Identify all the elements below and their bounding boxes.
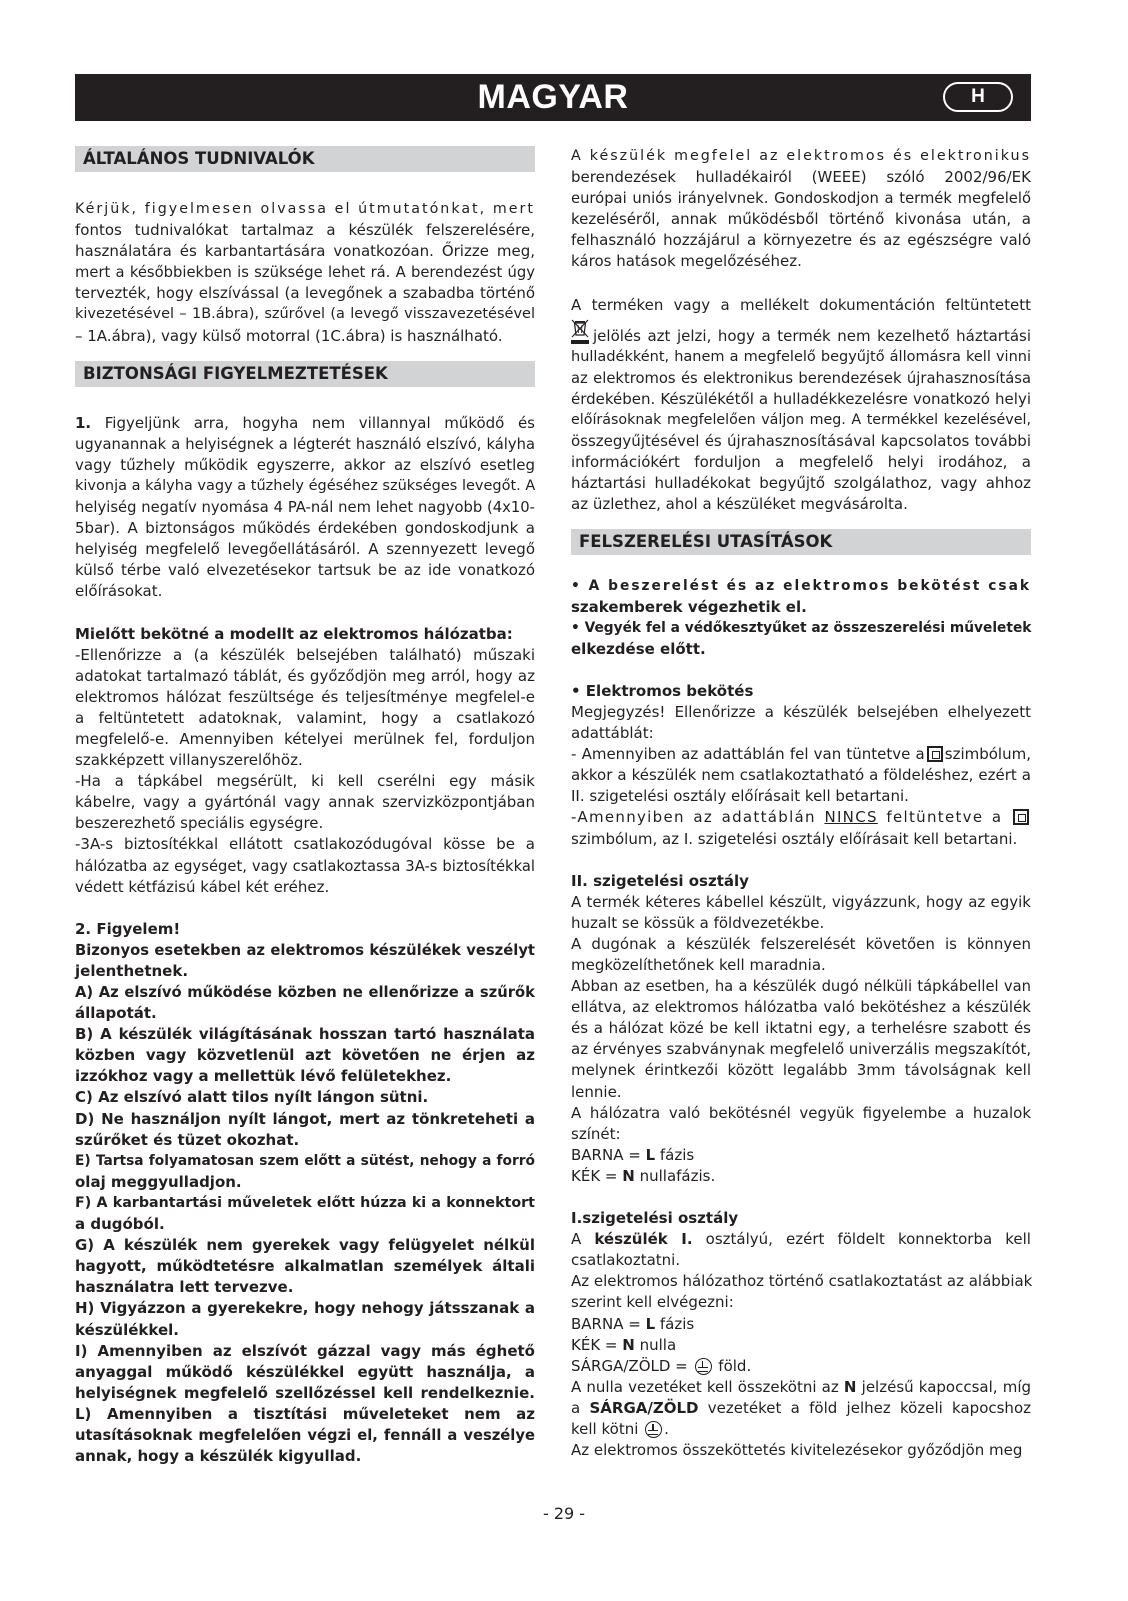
symbol-paragraph	[571, 295, 1031, 516]
text-line: lennie.	[571, 1082, 622, 1101]
text-line: a	[571, 1398, 581, 1417]
text-line: európai uniós irányelvnek. Gondoskodjon a termék megfelelő	[571, 190, 1031, 208]
electrical-connection-title: • Elektromos bekötés	[571, 681, 754, 700]
text-line: akkor a készülék nem csatlakoztatható a földeléshez, ezért a	[571, 766, 1031, 785]
class-2-title: II. szigetelési osztály	[571, 871, 749, 890]
before-connecting-title: Mielőtt bekötné a modellt az elektromos hálózatba:	[75, 624, 513, 643]
installation-bullets	[571, 576, 1031, 660]
text-line: állapotát.	[75, 1004, 157, 1023]
text-line: helyiség negatív nyomása 4 PA-nál nem lehet nagyobb (4x10-	[75, 499, 535, 517]
text-line: anyaggal működő készülékkel együtt használja, a	[75, 1362, 535, 1381]
text-line: kell kötni	[571, 1419, 639, 1438]
text-line: A terméken vagy a mellékelt dokumentáción feltüntetett	[571, 295, 1031, 314]
text-line: fázis	[655, 1145, 695, 1164]
text-line: • A beszerelést és az elektromos bekötést csak	[571, 577, 1031, 594]
electrical-connection-section	[571, 681, 1031, 850]
text-line: BARNA =	[571, 1145, 646, 1164]
text-line: hálózatba az egységet, vagy csatlakoztassa 3A-s biztosítékkal	[75, 857, 535, 875]
general-info-paragraph	[75, 199, 535, 347]
text-line: helyiség megfelelő levegőellátásáról. A szennyezett levegő	[75, 540, 535, 559]
text-line: huzalt se kössük a földvezetékbe.	[571, 913, 825, 932]
text-line: védett kétfázisú kábel két eréhez.	[75, 877, 330, 896]
text-line: föld.	[713, 1356, 752, 1375]
text-line: szakképzett villanyszerelőhöz.	[75, 751, 303, 770]
text-line: G) A készülék nem gyerekek vagy felügyelet nélkül	[75, 1236, 535, 1255]
text-line: berendezések hulladékairól (WEEE) szóló 2002/96/EK	[571, 168, 1031, 187]
text-line: vagy tűzhely működik egyszerre, akkor az elszívó esetleg	[75, 455, 535, 474]
text-line: – 1A.ábra), vagy külső motorral (1C.ábra) is használható.	[75, 326, 503, 345]
text-line: SÁRGA/ZÖLD =	[571, 1356, 693, 1375]
text-line: -Ellenőrizze a (a készülék belsejében található) műszaki	[75, 645, 535, 664]
text-line: A dugónak a készülék felszerelését követően is könnyen	[571, 934, 1031, 953]
text-line: ugyanannak a helyiségnek a légterét használó elszívó, kályha	[75, 435, 535, 453]
text-line: kivezetésével – 1B.ábra), szűrővel (a levegő visszavezetésével	[75, 306, 535, 323]
text-line: szerint kell elvégezni:	[571, 1293, 734, 1312]
page-title: MAGYAR	[477, 78, 629, 116]
text-line: a dugóból.	[75, 1215, 165, 1234]
safety-section-1	[75, 413, 535, 603]
text-line: A nulla vezetéket kell összekötni az	[571, 1377, 839, 1396]
heading-installation: FELSZERELÉSI UTASÍTÁSOK	[571, 529, 1031, 555]
text-line: Megjegyzés! Ellenőrizze a készülék belsejében elhelyezett	[571, 702, 1031, 721]
text-line: Figyeljünk arra, hogyha nem villannyal működő és	[104, 413, 535, 432]
text-line: háztartási hulladékokat begyűjtő szolgálathoz, vagy ahhoz	[571, 474, 1031, 493]
text-line: káros hatások megelőzéséhez.	[571, 252, 802, 271]
text-line: utasításoknak megfelelően végzi el, fennáll a veszélye	[75, 1426, 535, 1444]
text-line: adattáblát:	[571, 724, 654, 743]
text-line: szakemberek végezhetik el.	[571, 597, 807, 616]
right-column	[571, 146, 1031, 1461]
text-line: A	[571, 1230, 582, 1249]
text-line: beszerezhető speciális egységre.	[75, 814, 324, 833]
text-line: ellátva, az elektromos hálózatba való bekötéshez a készülék	[571, 998, 1031, 1017]
crossed-bin-icon	[571, 319, 589, 345]
text-line: A termék kéteres kábellel készült, vigyázzunk, hogy az egyik	[571, 892, 1031, 911]
text-line: jelenthetnek.	[75, 961, 189, 980]
text-line: C) Az elszívó alatt tilos nyílt lángon sütni.	[75, 1088, 429, 1107]
text-line: D) Ne használjon nyílt lángot, mert az tönkreteheti a	[75, 1109, 535, 1128]
text-line: nullafázis.	[634, 1166, 716, 1185]
heading-general-info: ÁLTALÁNOS TUDNIVALÓK	[75, 146, 535, 172]
class-1-title: I.szigetelési osztály	[571, 1209, 739, 1228]
text-line: annak, hogy a készülék kigyullad.	[75, 1447, 362, 1466]
text-line: és a hálózat közé be kell iktatni egy, a terhelésre szabott és	[571, 1019, 1031, 1038]
left-column	[75, 146, 535, 1467]
text-line: olaj meggyulladjon.	[75, 1172, 242, 1191]
text-line: szimbólum,	[944, 745, 1031, 764]
text-line: - Amennyiben az adattáblán fel van tüntetve a	[571, 745, 925, 764]
language-badge: H	[943, 82, 1013, 112]
safety-section-2	[75, 919, 535, 1467]
text-line: a feltüntetett adatoknak, valamint, hogy a csatlakozó	[75, 708, 535, 727]
text-line: I) Amennyiben az elszívót gázzal vagy más éghető	[75, 1341, 535, 1360]
text-line: kábelre, vagy a gyártónál vagy annak szervizközpontjában	[75, 793, 535, 812]
yellow-green-label: SÁRGA/ZÖLD	[589, 1398, 699, 1417]
text-line: adatokat tartalmazó táblát, és győződjön meg arról, hogy az	[75, 666, 535, 685]
double-insulation-icon	[1013, 809, 1029, 825]
section-number: 1.	[75, 413, 92, 432]
text-line: F) A karbantartási műveletek előtt húzza ki a konnektort	[75, 1194, 535, 1211]
page-number: - 29 -	[542, 1504, 586, 1523]
text-line: az elektromos és elektronikus berendezések újrahasznosítása	[571, 369, 1031, 387]
text-line: feltüntetve a	[886, 808, 1003, 827]
text-line: 5bar). A biztonságos működés érdekében gondoskodjunk a	[75, 519, 535, 538]
text-line: Az elektromos hálózathoz történő csatlakoztatást az alábbiak	[571, 1272, 1033, 1291]
text-line: készülék I.	[594, 1230, 693, 1249]
text-line: A készülék megfelel az elektromos és elektronikus	[571, 148, 1031, 164]
text-line: megközelíthetőnek kell maradnia.	[571, 956, 826, 974]
before-connecting-section	[75, 624, 535, 898]
text-line: tervezték, hogy elszívással (a levegőnek a szabadba történő	[75, 284, 535, 303]
text-line: az üzlethez, ahol a készüléket megvásárolta.	[571, 495, 908, 514]
text-line: jelzésű kapoccsal, míg	[861, 1377, 1032, 1396]
text-line: összegyűjtésével és újrahasznosításával kapcsolatos további	[571, 432, 1031, 451]
neutral-letter: N	[622, 1335, 635, 1354]
text-line: melynek érintkezői között legalább 3mm távolságnak kell	[571, 1061, 1031, 1080]
text-line: külső térbe való elvezetésekor tartsuk be az ide vonatkozó	[75, 561, 535, 580]
text-line: készülékkel.	[75, 1320, 179, 1339]
text-line: szűrőket és tüzet okozhat.	[75, 1130, 300, 1149]
text-line: hulladékként, hanem a megfelelő begyűjtő állomásra kell vinni	[571, 348, 1031, 365]
text-line: előírásokat.	[75, 582, 163, 601]
text-line: kezeléséről, annak működésből történő kivonása után, a	[571, 210, 1031, 229]
text-line: nulla	[634, 1335, 677, 1354]
text-line: felhasználó hozzájárul a környezetre és az egészségre való	[571, 231, 1031, 250]
text-line: Kérjük, figyelmesen olvassa el útmutatónkat, mert	[75, 201, 535, 217]
text-line: -Ha a tápkábel megsérült, ki kell cserélni egy másik	[75, 772, 535, 791]
text-line: elektromos hálózat feszültsége és teljesítménye megfelel-e	[75, 687, 535, 706]
text-line: Bizonyos esetekben az elektromos készülékek veszélyt	[75, 941, 535, 959]
text-line: az érvényes szabványnak megfelelő univerzális megszakítót,	[571, 1040, 1032, 1059]
text-line: II. szigetelési osztály előírásait kell betartani.	[571, 787, 909, 806]
text-line: jelölés azt jelzi, hogy a termék nem kezelhető háztartási	[593, 326, 1031, 345]
text-line: mert a későbbiekben is szüksége lehet rá. A berendezést úgy	[75, 264, 535, 282]
text-line: 2. Figyelem!	[75, 919, 181, 938]
text-line: A hálózatra való bekötésnél vegyük figyelembe a huzalok	[571, 1103, 1031, 1122]
text-line: használatra lett tervezve.	[75, 1278, 294, 1297]
text-line: közben vagy közvetlenül azt követően ne érjen az	[75, 1046, 535, 1065]
text-line: A) Az elszívó működése közben ne ellenőrizze a szűrők	[75, 984, 535, 1001]
text-line: szimbólum, az I. szigetelési osztály előírásait kell betartani.	[571, 829, 1018, 848]
text-line: izzókhoz vagy a mellettük lévő felületekhez.	[75, 1067, 452, 1086]
text-line: hagyott, működtetésre alkalmatlan személyek általi	[75, 1257, 535, 1276]
earth-ground-icon	[645, 1421, 662, 1438]
text-line: • Vegyék fel a védőkesztyűket az összeszerelési műveletek	[571, 619, 1032, 636]
double-insulation-icon	[927, 746, 943, 762]
text-line: -Amennyiben az adattáblán	[571, 808, 816, 827]
language-banner	[75, 74, 1031, 121]
phase-letter: L	[645, 1314, 656, 1333]
text-line: információkért forduljon a megfelelő helyi irodához, a	[571, 453, 1031, 472]
text-line: KÉK =	[571, 1166, 623, 1185]
text-line: kivonja a kályha vagy a tűzhely égéséhez szükséges levegőt. A	[75, 477, 536, 494]
text-line: elkezdése előtt.	[571, 639, 706, 658]
text-line: vezetéket a föld jelhez közeli kapocshoz	[707, 1398, 1031, 1417]
text-line: L) Amennyiben a tisztítási műveleteket nem az	[75, 1404, 535, 1423]
neutral-letter: N	[622, 1166, 635, 1185]
text-line: színét:	[571, 1124, 621, 1143]
text-line: csatlakoztatni.	[571, 1251, 681, 1270]
heading-safety-warnings: BIZTONSÁGI FIGYELMEZTETÉSEK	[75, 361, 535, 387]
neutral-letter: N	[843, 1377, 857, 1396]
class-2-section	[571, 871, 1031, 1187]
text-line: érdekében. Készülékétől a hulladékkezelésre vonatkozó helyi	[571, 389, 1031, 408]
text-line: Abban az esetben, ha a készülék dugó nélküli tápkábellel van	[571, 978, 1031, 996]
text-line: használatára és karbantartására vonatkozóan. Őrizze meg,	[75, 242, 535, 261]
text-line: Az elektromos összeköttetés kivitelezésekor győződjön meg	[571, 1441, 1023, 1460]
text-line: helyiségnek megfelelő szellőzéssel kell rendelkeznie.	[75, 1383, 535, 1402]
text-line: fontos tudnivalókat tartalmaz a készülék felszerelésére,	[75, 221, 535, 240]
text-line: E) Tartsa folyamatosan szem előtt a sütést, nehogy a forró	[75, 1152, 535, 1169]
text-line: KÉK =	[571, 1335, 623, 1354]
earth-ground-icon	[695, 1358, 712, 1375]
text-line: H) Vigyázzon a gyerekekre, hogy nehogy játsszanak a	[75, 1299, 535, 1318]
text-line: osztályú, ezért földelt konnektorba kell	[705, 1230, 1031, 1249]
phase-letter: L	[645, 1145, 656, 1164]
text-line: .	[664, 1419, 669, 1438]
text-line: BARNA =	[571, 1314, 646, 1333]
nincs-emphasis: NINCS	[824, 808, 878, 827]
text-line: megfelelő-e. Amennyiben kételyei merülnek fel, forduljon	[75, 729, 535, 748]
text-line: fázis	[655, 1314, 695, 1333]
text-line: -3A-s biztosítékkal ellátott csatlakozódugóval kösse be a	[75, 835, 535, 854]
class-1-section	[571, 1208, 1031, 1461]
text-line: B) A készülék világításának hosszan tartó használata	[75, 1025, 535, 1044]
weee-paragraph	[571, 146, 1031, 273]
text-line: előírásoknak megfelelően váljon meg. A termékkel kezelésével,	[571, 412, 1031, 429]
